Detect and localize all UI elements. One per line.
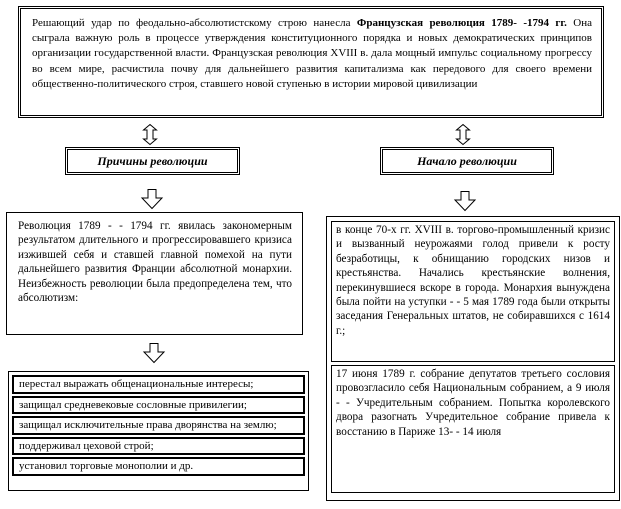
- reason-item-5: установил торговые монополии и др.: [12, 457, 305, 476]
- summary-text: [32, 16, 592, 92]
- reasons-list: [8, 371, 309, 491]
- start-paragraph-2: 17 июня 1789 г. собрание депутатов третьего сословия провозгласило себя Национальным собранием, а 9 июля - - Учредительным собранием. Попытка королевского двора разогнать Учредительное собрание привела к восстанию в Париже 13- - 14 июля: [331, 365, 615, 493]
- start-title: Начало революции: [380, 147, 554, 175]
- reason-item-2: защищал средневековые сословные привилегии;: [12, 396, 305, 415]
- reason-item-4: поддерживал цеховой строй;: [12, 437, 305, 456]
- summary-text-start: Решающий удар по феодально-абсолютистскому строю нанесла: [32, 17, 357, 29]
- causes-title: Причины революции: [65, 147, 240, 175]
- double-arrow-right-icon: [453, 124, 473, 145]
- summary-text-end: Она сыграла важную роль в процессе утверждения конституционного порядка и новых демократических принципов организации государственной власти. Французская революция XVIII в. дала мощный импульс социальному прогрессу во всем мире, расчистила почву для дальнейшего развития капитализма как передового для своего времени общественно-политического строя, ставшего новой ступенью в истории мировой цивилизации: [32, 17, 592, 90]
- reason-item-3: защищал исключительные права дворянства на землю;: [12, 416, 305, 435]
- down-arrow-reasons-icon: [143, 343, 165, 363]
- double-arrow-left-icon: [140, 124, 160, 145]
- down-arrow-start-icon: [454, 191, 476, 211]
- summary-box: [18, 6, 604, 118]
- causes-box: [6, 212, 303, 335]
- summary-bold-title: Французская революция 1789- -1794 гг.: [356, 17, 567, 29]
- reason-item-1: перестал выражать общенациональные интересы;: [12, 375, 305, 394]
- down-arrow-causes-icon: [141, 189, 163, 209]
- start-paragraph-1: в конце 70-х гг. XVIII в. торгово-промышленный кризис и вызванный неурожаями голод привели к росту безработицы, к обнищанию городских низов и крестьянства. Начались крестьянские волнения, перекинувшиеся вскоре в города. Монархия вынуждена была пойти на уступки - - 5 мая 1789 года были открыты заседания Генеральных штатов, не собиравшихся с 1614 г.;: [331, 221, 615, 362]
- start-box: [326, 216, 620, 501]
- causes-text: Революция 1789 - - 1794 гг. явилась закономерным результатом длительного и прогрессировавшего кризиса изжившей себя и ставшей главной помехой на пути дальнейшего развития Франции абсолютной монархии. Неизбежность революции была предопределена тем, что абсолютизм:: [18, 220, 292, 305]
